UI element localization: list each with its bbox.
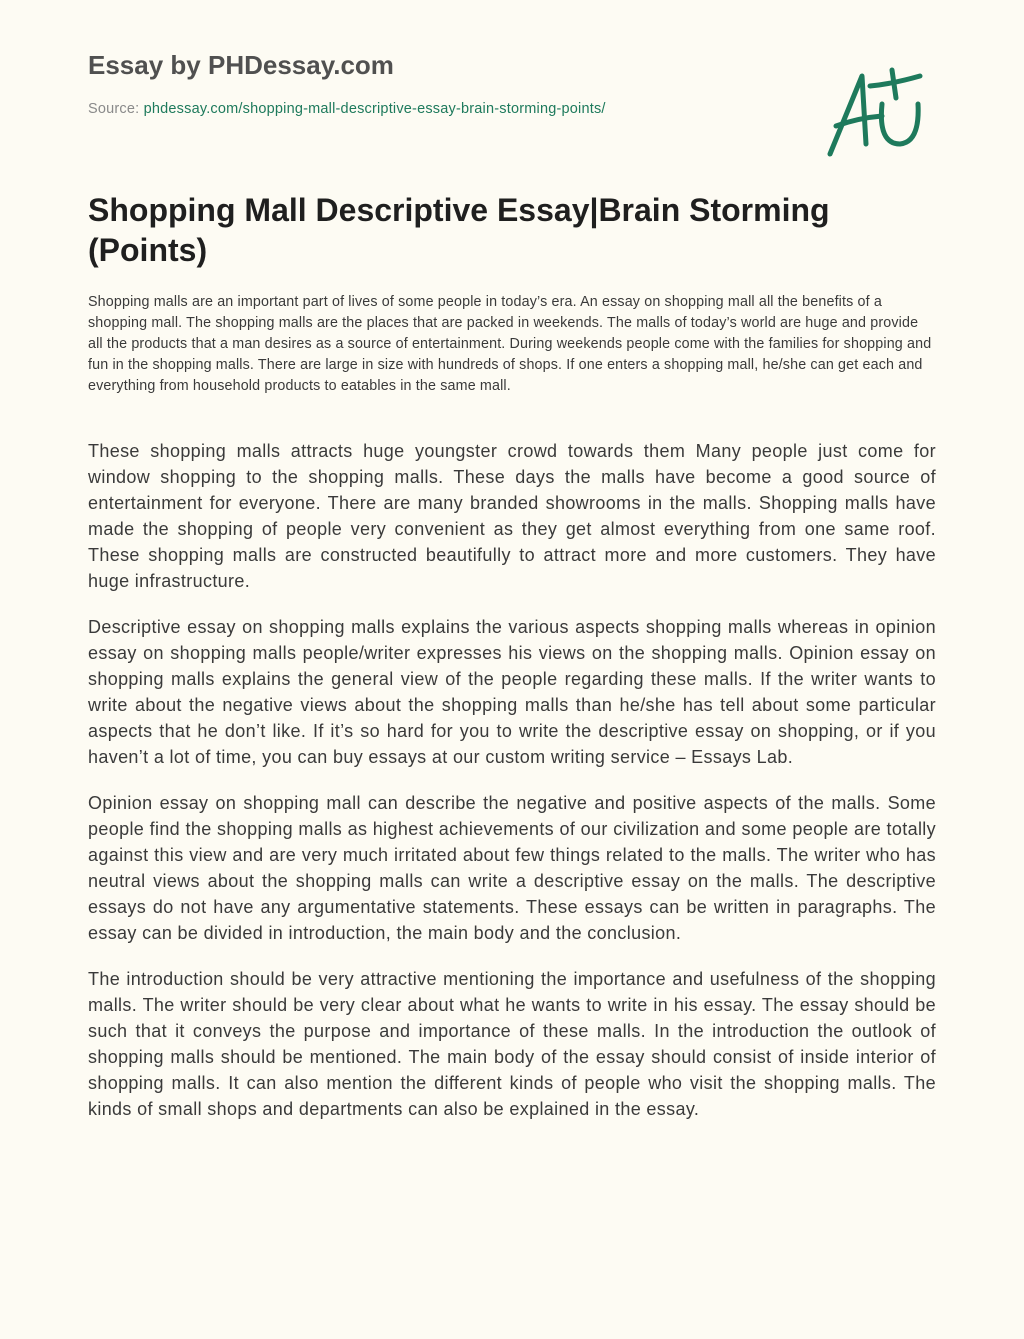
a-plus-logo-icon bbox=[822, 64, 932, 160]
source-label: Source: bbox=[88, 101, 140, 117]
source-link[interactable]: phdessay.com/shopping-mall-descriptive-essay-brain-storming-points/ bbox=[143, 101, 606, 117]
paragraph: These shopping malls attracts huge youngster crowd towards them Many people just come for window shopping to the shopping malls. These days the malls have become a good source of entertainment for everyone. There are many branded showrooms in the malls. Shopping malls have made the shopping of people very convenient as they get almost everything from one same roof. These shopping malls are constructed beautifully to attract more and more customers. They have huge infrastructure. bbox=[88, 441, 936, 591]
paragraph: Descriptive essay on shopping malls explains the various aspects shopping malls whereas in opinion essay on shopping malls people/writer expresses his views on the shopping malls. Opinion essay on shopping malls explains the general view of the people regarding these malls. If the writer wants to write about the negative views about the shopping malls than he/she has tell about some particular aspects that he don’t like. If it’s so hard for you to write the descriptive essay on shopping, or if you haven’t a lot of time, you can buy essays at our custom writing service – Essays Lab. bbox=[88, 617, 936, 767]
article-body bbox=[88, 438, 936, 1142]
paragraph: Opinion essay on shopping mall can describe the negative and positive aspects of the malls. Some people find the shopping malls as highest achievements of our civilization and some people are totally against this view and are very much irritated about few things related to the malls. The writer who has neutral views about the shopping malls can write a descriptive essay on the malls. The descriptive essays do not have any argumentative statements. These essays can be written in paragraphs. The essay can be divided in introduction, the main body and the conclusion. bbox=[88, 793, 936, 943]
paragraph: The introduction should be very attractive mentioning the importance and usefulness of the shopping malls. The writer should be very clear about what he wants to write in his essay. The essay should be such that it conveys the purpose and importance of these malls. In the introduction the outlook of shopping malls should be mentioned. The main body of the essay should consist of inside interior of shopping malls. It can also mention the different kinds of people who visit the shopping malls. The kinds of small shops and departments can also be explained in the essay. bbox=[88, 969, 936, 1119]
article-intro: Shopping malls are an important part of lives of some people in today’s era. An essay on shopping mall all the benefits of a shopping mall. The shopping malls are the places that are packed in weekends. The malls of today’s world are huge and provide all the products that a man desires as a source of entertainment. During weekends people come with the families for shopping and fun in the shopping malls. There are large in size with hundreds of shops. If one enters a shopping mall, he/she can get each and everything from household products to eatables in the same mall. bbox=[88, 294, 932, 394]
source-line bbox=[88, 101, 606, 117]
site-title: Essay by PHDessay.com bbox=[88, 50, 394, 80]
article-title: Shopping Mall Descriptive Essay|Brain Storming (Points) bbox=[88, 192, 830, 268]
